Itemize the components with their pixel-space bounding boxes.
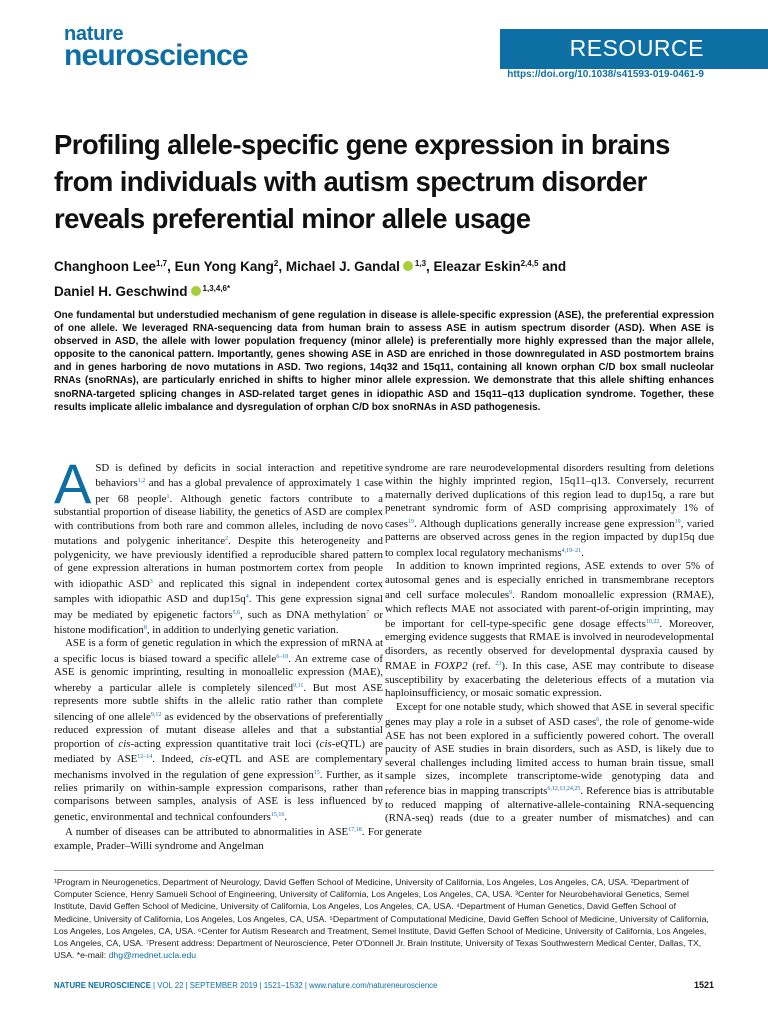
citation[interactable]: 5,6 — [232, 609, 240, 616]
citation[interactable]: 6–10 — [276, 653, 289, 660]
journal-logo — [64, 24, 248, 71]
body-text: -acting expression quantitative trait loci ( — [130, 737, 320, 750]
citation[interactable]: 6 — [596, 717, 600, 724]
body-text: A number of diseases can be attributed to abnormalities in ASE — [65, 826, 349, 839]
body-text: and replicated this signal in independent cortex samples with idiopathic ASD and dup15q — [54, 577, 384, 606]
body-text: , the role of genome-wide ASE has not been explored in a sufficiently powered cohort. The overall paucity of ASE studies in brain disorders, such as ASD, is likely due to several challenges including limited access to human brain tissue, small sample sizes, incomplete transcriptome-wide genotyping data and reference bias in mapping transcripts — [385, 716, 714, 798]
body-text: . This gene expression signal may be mediated by epigenetic factors — [54, 593, 383, 621]
body-text: . Although duplications generally increase gene expression — [413, 517, 675, 530]
author-affil: 2,4,5 — [520, 259, 539, 268]
citation[interactable]: 9 — [509, 590, 513, 597]
citation[interactable]: 1 — [166, 493, 170, 500]
author-list: Changhoon Lee$^{1,7}$, Eun Yong Kang$^2$, Michael J. Gandal $^{1,3}$, Eleazar Eskin$^{2,4,5}$ and Daniel H. Geschwind $^{1,3,4,6*}$ — [54, 259, 567, 299]
body-text: ASE is a form of genetic regulation in which the expression of mRNA at a specific locus is biased toward a specific allele — [54, 637, 383, 665]
italic-term: cis — [199, 753, 212, 766]
affiliations-text: ¹Program in Neurogenetics, Department of Neurology, David Geffen School of Medicine, University of California, Los Angeles, Los Angeles, CA, USA. ²Department of Computer Science, Henry Samueli School of Engineering, University of California, Los Angeles, Los Angeles, CA, USA. ³Center for Neurobehavioral Genetics, Semel Institute, David Geffen School of Medicine, University of California, Los Angeles, Los Angeles, CA, USA. ⁴Department of Human Genetics, David Geffen School of Medicine, University of California, Los Angeles, Los Angeles, CA, USA. ⁵Department of Computational Medicine, David Geffen School of Medicine, University of California, Los Angeles, Los Angeles, CA, USA. ⁶Center for Autism Research and Treatment, Semel Institute, David Geffen School of Medicine, University of California, Los Angeles, Los Angeles, CA, USA. ⁷Present address: Department of Neuroscience, Peter O'Donnell Jr. Brain Institute, University of Texas Southwestern Medical Center, Dallas, TX, USA. *e-mail: — [54, 877, 709, 961]
body-text: . An extreme case of ASE is genomic imprinting, resulting in monoallelic expression (MAE), whereby a particular allele is completely silenced — [54, 652, 383, 694]
body-text: . — [581, 546, 584, 559]
author-name[interactable]: Eun Yong Kang — [174, 259, 274, 274]
affiliations — [54, 876, 714, 961]
body-text: . For example, Prader–Willi syndrome and Angelman — [54, 826, 383, 852]
body-text: , such as DNA methylation — [239, 608, 367, 621]
body-text: , varied patterns are observed across genes in the region impacted by dup15q due to complex local regulatory mechanisms — [385, 517, 714, 559]
abstract: One fundamental but understudied mechanism of gene regulation in disease is allele-specific expression (ASE), the preferential expression of one allele. We leveraged RNA-sequencing data from human brain to assess ASE in autism spectrum disorder (ASD). When ASE is observed in ASD, the allele with lower population frequency (minor allele) is preferentially more highly expressed than the major allele, opposite to the canonical pattern. Importantly, genes showing ASE in ASD are enriched in those downregulated in ASD postmortem brains and in genes harboring de novo mutations in ASD. Two regions, 14q32 and 15q11, containing all known orphan C/D box small nucleolar RNAs (snoRNAs), are particularly enriched in shifts to higher minor allele expression. We demonstrate that this allele shifting enhances snoRNA-targeted splicing changes in ASD-related target genes in idiopathic ASD and 15q11–q13 duplication syndrome. Together, these results implicate allelic imbalance and dysregulation of orphan C/D box snoRNAs in ASD pathogenesis. — [54, 310, 714, 413]
article-type-banner: RESOURCE — [500, 29, 768, 69]
author-affil: 1,7 — [156, 259, 168, 268]
author-name[interactable]: Eleazar Eskin — [433, 259, 521, 274]
citation[interactable]: 7 — [366, 609, 370, 616]
citation[interactable]: 17,18 — [348, 827, 362, 834]
body-text: . Further, as it relies primarily on within-sample expression comparisons, rather than comparisons between samples, analysis of ASE is less influenced by genetic, environmental and technical confounders — [54, 768, 383, 823]
page-number: 1521 — [693, 980, 714, 990]
author-affil: 1,3,4,6* — [202, 284, 231, 293]
author-affil: 2 — [273, 259, 279, 268]
citation[interactable]: 9,12 — [150, 711, 162, 718]
body-paragraph — [385, 701, 714, 840]
citation[interactable]: 15,16 — [270, 811, 285, 818]
citation[interactable]: 4 — [245, 594, 249, 601]
logo-line-1: nature — [64, 23, 124, 45]
article-title: Profiling allele-specific gene expression in brains from individuals with autism spectrum disorder reveals preferential minor allele usage — [54, 129, 670, 234]
citation[interactable]: 1,2 — [137, 478, 146, 485]
body-text: . Despite this heterogeneity and polygenicity, we have previously identified a reproducible shared pattern of gene expression alterations in human postmortem cortex from people with idiopathic ASD — [54, 535, 383, 590]
logo-line-2: neuroscience — [64, 39, 248, 72]
body-paragraph — [54, 824, 383, 853]
footnote-divider — [54, 870, 714, 871]
citation[interactable]: 19 — [407, 518, 414, 525]
author-affil: 1,3 — [414, 259, 427, 268]
orcid-icon[interactable] — [403, 261, 413, 271]
body-text: . Reference bias is attributable to reduced mapping of alternative-allele-containing RNA-sequencing (RNA-seq) reads (due to a greater number of mismatches) and can generate — [385, 785, 714, 838]
footer-journal: NATURE NEUROSCIENCE — [54, 981, 151, 990]
body-column-left — [54, 452, 384, 853]
italic-term: cis — [118, 737, 131, 750]
citation[interactable]: 10,22 — [645, 618, 660, 625]
body-text: SD is defined by deficits in social interaction and repetitive behaviors — [95, 462, 383, 490]
body-text: . — [284, 810, 288, 823]
citation[interactable]: 12–14 — [137, 754, 153, 761]
author-name[interactable]: Changhoon Lee — [54, 259, 156, 274]
body-text: -eQTL and ASE are complementary mechanisms involved in the regulation of gene expression — [54, 753, 383, 781]
body-paragraph — [385, 462, 714, 560]
body-text: . Although genetic factors contribute to a substantial proportion of disease liability, the genetics of ASD are complex with contributions from both rare and common alleles, including de novo mutations and polygenic inheritance — [54, 492, 383, 548]
footer-url[interactable]: www.nature.com/natureneuroscience — [309, 981, 438, 990]
body-column-right — [385, 462, 714, 839]
body-paragraph — [54, 637, 383, 824]
citation[interactable]: 15 — [313, 769, 320, 776]
body-text: . Random monoallelic expression (RMAE), which reflects MAE not associated with parent-of-origin imprinting, may be important for cell-type-specific gene dosage effects — [385, 589, 714, 630]
body-text: and has a global prevalence of approximately 1 case per 68 people — [95, 477, 383, 505]
citation[interactable]: 3 — [149, 578, 153, 585]
citation[interactable]: 9,11 — [293, 682, 304, 689]
citation[interactable]: 6,12,13,24,25 — [547, 786, 581, 793]
body-text: ). In this case, ASE may contribute to disease susceptibility by exacerbating the deleterious effects of a mutation via haploinsufficiency, or mosaic somatic expression. — [385, 660, 714, 700]
body-paragraph — [385, 560, 714, 701]
body-text: -eQTL) are mediated by ASE — [54, 737, 383, 766]
author-conjunction: and — [542, 259, 567, 274]
body-text: (ref. — [467, 660, 496, 673]
page-footer — [54, 981, 714, 990]
email-link[interactable]: dhg@mednet.ucla.edu — [108, 950, 197, 961]
body-text: , in addition to underlying genetic variation. — [146, 623, 339, 636]
body-text: syndrome are rare neurodevelopmental disorders resulting from deletions within the highly imprinted region, 15q11–q13. Conversely, recurrent maternally derived duplications of this region lead to dup15q, a rare but penetrant syndromic form of ASD comprising approximately 1% of cases — [385, 462, 714, 530]
citation[interactable]: 4,19–21 — [561, 547, 582, 554]
body-text: . But most ASE represents more subtle shifts in the allelic ratio rather than complete silencing of one allele — [54, 681, 383, 723]
citation[interactable]: 19 — [674, 518, 681, 525]
body-text: . Indeed, — [152, 753, 200, 766]
footer-meta: | VOL 22 | SEPTEMBER 2019 | 1521–1532 | — [150, 981, 310, 990]
orcid-icon[interactable] — [191, 286, 201, 296]
italic-term: cis — [319, 737, 332, 750]
body-text: Except for one notable study, which showed that ASE in several specific genes may play a role in a subset of ASD cases — [385, 700, 714, 729]
body-text: as evidenced by the observations of preferentially reduced expression of mutant disease alleles and that a substantial proportion of — [54, 710, 383, 750]
body-text: or histone modification — [54, 608, 384, 636]
drop-cap: A — [54, 452, 92, 515]
author-name[interactable]: Daniel H. Geschwind — [54, 284, 188, 299]
author-name[interactable]: Michael J. Gandal — [285, 259, 400, 274]
citation[interactable]: 8 — [143, 624, 147, 631]
body-text: In addition to known imprinted regions, ASE extends to over 5% of autosomal genes and is especially enriched in transmembrane receptors and cell surface molecules — [385, 560, 714, 602]
citation[interactable]: 23 — [495, 661, 502, 668]
citation[interactable]: 2 — [225, 536, 229, 543]
body-paragraph — [54, 452, 384, 637]
doi-link[interactable]: https://doi.org/10.1038/s41593-019-0461-9 — [507, 69, 704, 80]
italic-term: FOXP2 — [434, 660, 468, 673]
body-text: . Moreover, emerging evidence suggests that RMAE is involved in neurodevelopmental disorders, as recently observed for developmental dyspraxia caused by RMAE in — [385, 617, 714, 673]
